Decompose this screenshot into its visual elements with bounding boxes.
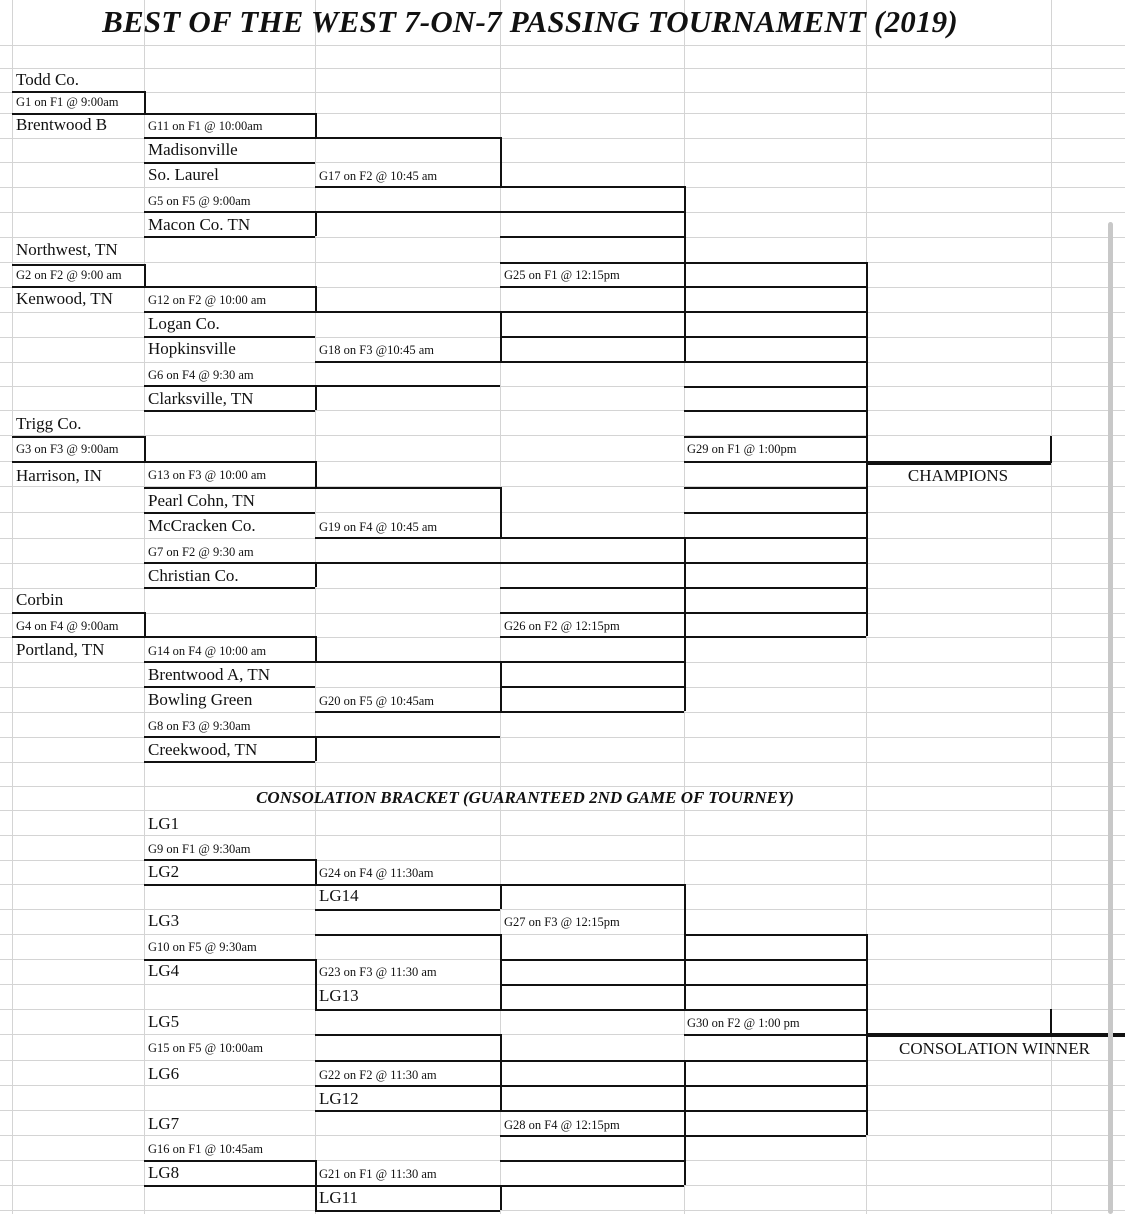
bracket-line [500, 1009, 684, 1011]
bracket-line [684, 587, 866, 589]
bracket-connector [500, 1185, 502, 1210]
bracket-line [866, 461, 1051, 465]
bracket-line [684, 487, 866, 489]
team-lg5: LG5 [148, 1012, 180, 1031]
bracket-connector [144, 612, 146, 636]
bracket-line [315, 1034, 500, 1036]
team-lg13: LG13 [319, 986, 359, 1005]
bracket-line [315, 661, 500, 663]
bracket-connector [144, 264, 146, 286]
bracket-line [500, 311, 684, 313]
team-creekwood: Creekwood, TN [148, 740, 258, 759]
game-g18: G18 on F3 @10:45 am [319, 343, 434, 357]
bracket-line [315, 1110, 500, 1112]
team-brentwood-b: Brentwood B [16, 115, 108, 134]
bracket-line [684, 537, 866, 539]
grid-row-line [0, 810, 1125, 811]
team-lg1: LG1 [148, 814, 180, 833]
bracket-line [144, 512, 315, 514]
bracket-line [500, 537, 684, 539]
bracket-line [500, 686, 684, 688]
bracket-line [500, 587, 684, 589]
bracket-line [315, 211, 500, 213]
tournament-title: BEST OF THE WEST 7-ON-7 PASSING TOURNAMENT (2019) [102, 4, 958, 39]
game-g13: G13 on F3 @ 10:00 am [148, 468, 267, 482]
bracket-line [144, 859, 315, 861]
game-g20: G20 on F5 @ 10:45am [319, 694, 434, 708]
bracket-line [144, 336, 315, 338]
bracket-line [144, 137, 315, 139]
team-trigg-co: Trigg Co. [16, 414, 82, 433]
bracket-connector [1050, 1009, 1052, 1035]
bracket-connector [315, 636, 317, 661]
bracket-line [500, 1135, 684, 1137]
bracket-line [684, 1060, 866, 1062]
grid-column-line [315, 0, 316, 1214]
bracket-connector [315, 286, 317, 311]
champions-label: CHAMPIONS [907, 466, 1009, 485]
grid-column-line [12, 0, 13, 1214]
bracket-line [500, 1085, 684, 1087]
bracket-line [684, 984, 866, 986]
team-lg4: LG4 [148, 961, 180, 980]
bracket-line [144, 636, 315, 638]
bracket-line [12, 612, 144, 614]
team-macon-co: Macon Co. TN [148, 215, 251, 234]
bracket-line [684, 361, 866, 363]
bracket-line [500, 286, 684, 288]
team-todd-co: Todd Co. [16, 70, 80, 89]
bracket-line [12, 636, 144, 638]
bracket-line [500, 361, 684, 363]
bracket-connector [500, 1034, 502, 1110]
game-g16: G16 on F1 @ 10:45am [148, 1142, 263, 1156]
team-madisonville: Madisonville [148, 140, 238, 159]
consolation-winner-label: CONSOLATION WINNER [899, 1039, 1090, 1058]
bracket-line [144, 286, 315, 288]
grid-row-line [0, 45, 1125, 46]
bracket-connector [1050, 436, 1052, 463]
game-g19: G19 on F4 @ 10:45 am [319, 520, 438, 534]
bracket-line [315, 562, 500, 564]
bracket-line [684, 512, 866, 514]
team-logan-co: Logan Co. [148, 314, 220, 333]
bracket-line [315, 186, 500, 188]
bracket-line [144, 311, 315, 313]
game-g7: G7 on F2 @ 9:30 am [148, 545, 254, 559]
bracket-line [315, 361, 500, 363]
bracket-line [500, 984, 684, 986]
bracket-line [500, 661, 684, 663]
bracket-line [684, 461, 866, 463]
game-g24: G24 on F4 @ 11:30am [319, 866, 434, 880]
bracket-line [12, 286, 144, 288]
team-bowling-green: Bowling Green [148, 690, 253, 709]
grid-row-line [0, 835, 1125, 836]
bracket-line [500, 612, 684, 614]
bracket-line [144, 884, 315, 886]
team-lg11: LG11 [319, 1188, 359, 1207]
game-g29: G29 on F1 @ 1:00pm [687, 442, 797, 456]
bracket-line [500, 636, 684, 638]
bracket-line [684, 336, 866, 338]
bracket-connector [500, 487, 502, 537]
bracket-line [315, 934, 500, 936]
bracket-line [144, 162, 315, 164]
grid-row-line [0, 1210, 1125, 1211]
game-g21: G21 on F1 @ 11:30 am [319, 1167, 437, 1181]
game-g11: G11 on F1 @ 10:00am [148, 119, 263, 133]
game-g26: G26 on F2 @ 12:15pm [504, 619, 620, 633]
bracket-line [500, 884, 684, 886]
team-kenwood: Kenwood, TN [16, 289, 113, 308]
bracket-connector [684, 1060, 686, 1185]
bracket-connector [500, 137, 502, 186]
grid-column-line [144, 0, 145, 1214]
bracket-line [500, 1060, 684, 1062]
bracket-line [500, 262, 684, 264]
game-g22: G22 on F2 @ 11:30 am [319, 1068, 437, 1082]
team-lg2: LG2 [148, 862, 180, 881]
team-clarksville: Clarksville, TN [148, 389, 254, 408]
bracket-line [684, 1085, 866, 1087]
bracket-line [866, 1033, 1125, 1037]
bracket-connector [500, 884, 502, 909]
bracket-line [684, 612, 866, 614]
bracket-connector [315, 736, 317, 761]
bracket-line [684, 562, 866, 564]
bracket-line [500, 711, 684, 713]
team-lg12: LG12 [319, 1089, 359, 1108]
game-g10: G10 on F5 @ 9:30am [148, 940, 257, 954]
game-g6: G6 on F4 @ 9:30 am [148, 368, 254, 382]
bracket-line [684, 311, 866, 313]
team-christian-co: Christian Co. [148, 566, 239, 585]
bracket-line [144, 736, 315, 738]
bracket-connector [684, 186, 686, 361]
game-g5: G5 on F5 @ 9:00am [148, 194, 251, 208]
bracket-line [144, 487, 315, 489]
bracket-line [684, 1110, 866, 1112]
bracket-line [12, 91, 144, 93]
team-harrison: Harrison, IN [16, 466, 102, 485]
bracket-line [315, 1085, 500, 1087]
grid-row-line [0, 934, 1125, 935]
consolation-title: CONSOLATION BRACKET (GUARANTEED 2ND GAME OF TOURNEY) [256, 788, 794, 807]
bracket-line [144, 1185, 315, 1187]
bracket-line [315, 1060, 500, 1062]
bracket-line [500, 211, 684, 213]
bracket-line [500, 562, 684, 564]
game-g23: G23 on F3 @ 11:30 am [319, 965, 437, 979]
bracket-line [684, 959, 866, 961]
game-g15: G15 on F5 @ 10:00am [148, 1041, 263, 1055]
bracket-line [12, 436, 144, 438]
bracket-line [500, 1185, 684, 1187]
bracket-line [684, 286, 866, 288]
grid-row-line [0, 68, 1125, 69]
bracket-line [315, 311, 500, 313]
team-lg8: LG8 [148, 1163, 180, 1182]
bracket-connector [684, 884, 686, 1009]
bracket-line [500, 1110, 684, 1112]
bracket-line [315, 385, 500, 387]
bracket-line [12, 461, 144, 463]
bracket-connector [315, 959, 317, 1009]
bracket-line [144, 410, 315, 412]
game-g17: G17 on F2 @ 10:45 am [319, 169, 438, 183]
bracket-line [144, 113, 315, 115]
game-g3: G3 on F3 @ 9:00am [16, 442, 119, 456]
bracket-line [12, 264, 144, 266]
team-lg7: LG7 [148, 1114, 180, 1133]
bracket-connector [315, 211, 317, 236]
team-pearl-cohn: Pearl Cohn, TN [148, 491, 255, 510]
bracket-line [684, 262, 866, 264]
bracket-line [684, 436, 866, 438]
bracket-connector [500, 934, 502, 1009]
bracket-line [144, 1160, 315, 1162]
game-g28: G28 on F4 @ 12:15pm [504, 1118, 620, 1132]
grid-row-line [0, 786, 1125, 787]
bracket-line [684, 1135, 866, 1137]
team-lg14: LG14 [319, 886, 359, 905]
bracket-connector [315, 859, 317, 884]
grid-row-line [0, 92, 1125, 93]
team-corbin: Corbin [16, 590, 64, 609]
bracket-connector [315, 113, 317, 137]
bracket-line [144, 385, 315, 387]
bracket-connector [315, 385, 317, 410]
bracket-line [315, 537, 500, 539]
game-g12: G12 on F2 @ 10:00 am [148, 293, 267, 307]
game-g8: G8 on F3 @ 9:30am [148, 719, 251, 733]
bracket-line [315, 1009, 500, 1011]
bracket-line [315, 487, 500, 489]
game-g30: G30 on F2 @ 1:00 pm [687, 1016, 800, 1030]
bracket-connector [315, 461, 317, 487]
bracket-line [144, 562, 315, 564]
bracket-line [144, 461, 315, 463]
bracket-line [500, 186, 684, 188]
bracket-line [144, 761, 315, 763]
game-g9: G9 on F1 @ 9:30am [148, 842, 251, 856]
bracket-line [684, 386, 866, 388]
bracket-line [144, 236, 315, 238]
team-lg6: LG6 [148, 1064, 180, 1083]
bracket-line [315, 1210, 500, 1212]
bracket-line [144, 587, 315, 589]
bracket-line [500, 336, 684, 338]
bracket-line [315, 736, 500, 738]
bracket-line [684, 410, 866, 412]
bracket-connector [866, 262, 868, 636]
bracket-line [684, 1034, 866, 1036]
team-northwest: Northwest, TN [16, 240, 118, 259]
game-g4: G4 on F4 @ 9:00am [16, 619, 119, 633]
bracket-line [500, 1160, 684, 1162]
bracket-line [315, 137, 500, 139]
team-portland: Portland, TN [16, 640, 105, 659]
team-hopkinsville: Hopkinsville [148, 339, 236, 358]
bracket-connector [315, 562, 317, 587]
vertical-scrollbar[interactable] [1108, 222, 1113, 1214]
bracket-line [500, 236, 684, 238]
game-g1: G1 on F1 @ 9:00am [16, 95, 119, 109]
bracket-line [144, 661, 315, 663]
bracket-line [315, 909, 500, 911]
game-g27: G27 on F3 @ 12:15pm [504, 915, 620, 929]
bracket-line [500, 959, 684, 961]
team-brentwood-a: Brentwood A, TN [148, 665, 270, 684]
bracket-line [684, 636, 866, 638]
team-lg3: LG3 [148, 911, 180, 930]
team-mccracken-co: McCracken Co. [148, 516, 256, 535]
bracket-line [684, 1009, 866, 1011]
grid-row-line [0, 435, 1125, 436]
bracket-line [315, 1185, 500, 1187]
grid-row-line [0, 909, 1125, 910]
bracket-line [144, 686, 315, 688]
bracket-line [144, 211, 315, 213]
bracket-line [315, 711, 500, 713]
bracket-line [684, 934, 866, 936]
game-g14: G14 on F4 @ 10:00 am [148, 644, 267, 658]
bracket-connector [144, 91, 146, 113]
bracket-connector [144, 436, 146, 461]
game-g25: G25 on F1 @ 12:15pm [504, 268, 620, 282]
game-g2: G2 on F2 @ 9:00 am [16, 268, 122, 282]
team-so-laurel: So. Laurel [148, 165, 219, 184]
